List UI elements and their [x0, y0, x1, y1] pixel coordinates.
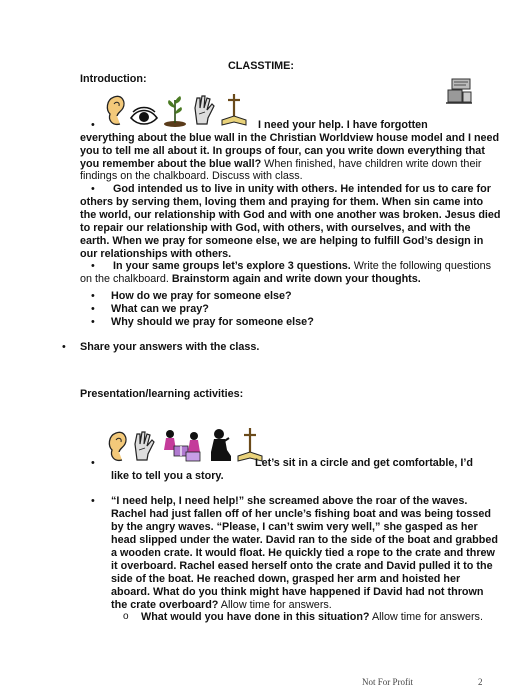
intro-p3-line1-bold: In your same groups let’s explore 3 questions.: [113, 260, 351, 272]
kneeling-prayer-icon: [207, 428, 233, 468]
presentation-s1-line2: like to tell you a story.: [111, 470, 224, 482]
story-line-1: “I need help, I need help!” she screamed above the roar of the waves.: [111, 495, 468, 507]
intro-bullet: •: [91, 119, 95, 131]
story-line-4: head slipped under the water. David ran to the side of the boat and grabbed: [111, 534, 498, 546]
page-number: 2: [478, 677, 483, 687]
cross-bible-icon: [220, 92, 248, 132]
page-title: CLASSTIME:: [228, 60, 294, 72]
sprout-icon: [162, 94, 188, 132]
story-last-normal: Allow time for answers.: [218, 599, 332, 611]
intro-p2-line5: earth. When we pray for someone else, we are helping to fulfill God’s design in: [80, 235, 484, 247]
intro-p1-lead: I need your help. I have forgotten: [258, 119, 428, 131]
presentation-podium-icon: [444, 76, 474, 106]
footer-note: Not For Profit: [362, 677, 414, 687]
intro-p3-line2-normal: on the chalkboard.: [80, 273, 172, 285]
sub-bullet-circle: o: [123, 611, 129, 622]
intro-p1-line4-normal: When finished, have children write down their: [261, 158, 482, 170]
sub-question-bold: What would you have done in this situation?: [141, 611, 370, 623]
presentation-heading: Presentation/learning activities:: [80, 388, 244, 400]
story-line-7: side of the boat. He reached down, grasped her arm and hoisted her: [111, 573, 461, 585]
intro-p2-line1: God intended us to live in unity with others. He intended for us to care for: [113, 183, 491, 195]
story-line-3: by the angry waves. “Please, I can’t swim very well,” she gasped as her: [111, 521, 478, 533]
people-gift-icon: [160, 428, 204, 468]
presentation-icon-row: [106, 426, 264, 470]
intro-p3-bullet: •: [91, 260, 95, 272]
intro-p2-line4: to repair our relationship with God, with others, with ourselves, and with the: [80, 222, 471, 234]
praying-hand-icon: [191, 94, 217, 132]
share-bullet: •: [62, 341, 66, 353]
intro-p2-bullet: •: [91, 183, 95, 195]
story-line-8: aboard. What do you think might have happened if David had not thrown: [111, 586, 484, 598]
intro-p1-line3: you to tell me all about it. In groups of four, can you write down everything that: [80, 145, 485, 157]
share-text: Share your answers with the class.: [80, 341, 260, 353]
intro-p3-line1-normal: Write the following questions: [350, 260, 492, 272]
story-line-5: a wooden crate. It would float. He quickly tied a rope to the crate and threw: [111, 547, 495, 559]
question-bullet-1: •: [91, 290, 95, 302]
intro-p1-line2: everything about the blue wall in the Christian Worldview house model and I need: [80, 132, 500, 144]
presentation-bullet: •: [91, 457, 95, 469]
intro-heading: Introduction:: [80, 73, 147, 85]
question-bullet-3: •: [91, 316, 95, 328]
intro-p3-line2: [80, 273, 421, 286]
ear-icon: [104, 94, 126, 132]
intro-p2-line3: the world, our relationship with God and with one another was broken. Jesus died: [80, 209, 501, 221]
intro-p2-line2: others by serving them, loving them and praying for them. When sin came into: [80, 196, 484, 208]
intro-p3-line2-bold: Brainstorm again and write down your thoughts.: [171, 273, 421, 285]
intro-p1-line5: findings on the chalkboard. Discuss with class.: [80, 170, 303, 182]
question-item-2: What can we pray?: [111, 303, 209, 315]
sub-question: [141, 611, 483, 624]
question-item-1: How do we pray for someone else?: [111, 290, 292, 302]
intro-p2-line6: our relationships with others.: [80, 248, 232, 260]
sub-question-normal: Allow time for answers.: [369, 611, 483, 623]
ear-icon: [106, 430, 128, 468]
question-item-3: Why should we pray for someone else?: [111, 316, 314, 328]
intro-p3-line1: [113, 260, 491, 273]
story-line-6: it overboard. Rachel eased herself onto the crate and David pulled it to the: [111, 560, 493, 572]
presentation-s1-line1: Let’s sit in a circle and get comfortable, I’d: [255, 457, 473, 469]
story-last-bold: the crate overboard?: [111, 599, 219, 611]
story-line-2: Rachel had just fallen off of her uncle’s fishing boat and was being tossed: [111, 508, 491, 520]
story-bullet: •: [91, 495, 95, 507]
intro-p1-line4-bold: you remember about the blue wall?: [80, 158, 262, 170]
question-bullet-2: •: [91, 303, 95, 315]
praying-hand-icon: [131, 430, 157, 468]
intro-icon-row: [104, 92, 248, 132]
eye-icon: [129, 106, 159, 132]
